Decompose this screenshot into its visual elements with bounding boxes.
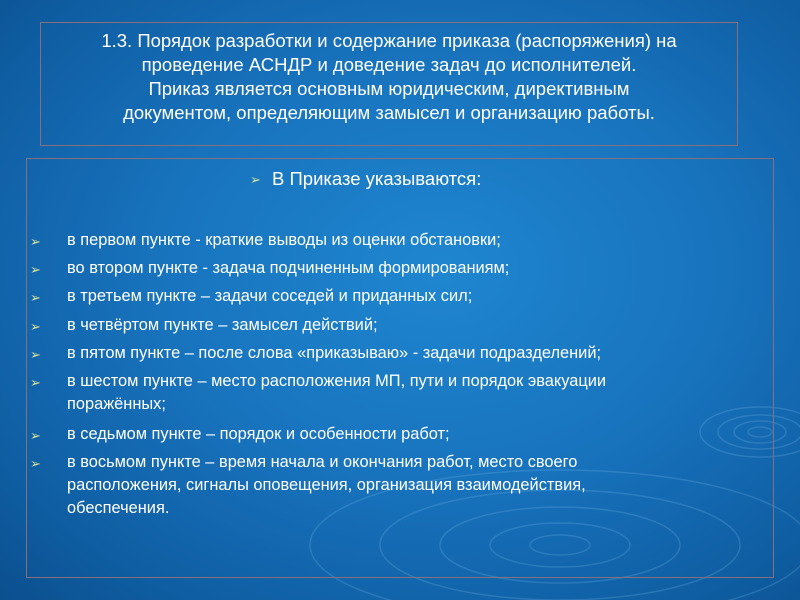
arrow-bullet-icon: ➢ (30, 347, 41, 362)
list-item: в третьем пункте – задачи соседей и приданных сил; (67, 287, 473, 305)
title-line: Приказ является основным юридическим, директивным (148, 78, 630, 99)
list-item: в седьмом пункте – порядок и особенности работ; (67, 425, 450, 443)
slide-title (40, 22, 738, 146)
title-line: проведение АСНДР и доведение задач до исполнителей. (141, 54, 637, 75)
arrow-bullet-icon: ➢ (30, 290, 41, 305)
arrow-bullet-icon: ➢ (30, 375, 41, 390)
title-line: 1.3. Порядок разработки и содержание приказа (распоряжения) на (101, 30, 677, 51)
arrow-bullet-icon: ➢ (30, 319, 41, 334)
list-item: в четвёртом пункте – замысел действий; (67, 316, 378, 334)
list-item: расположения, сигналы оповещения, организация взаимодействия, (67, 476, 586, 494)
list-item: поражённых; (67, 395, 166, 413)
list-item: в восьмом пункте – время начала и окончания работ, место своего (67, 453, 578, 471)
list-item: обеспечения. (67, 499, 170, 517)
list-item: в шестом пункте – место расположения МП, пути и порядок эвакуации (67, 372, 607, 390)
arrow-bullet-icon: ➢ (30, 234, 41, 249)
arrow-bullet-icon: ➢ (30, 428, 41, 443)
arrow-bullet-icon: ➢ (30, 262, 41, 277)
list-item: в пятом пункте – после слова «приказываю» - задачи подразделений; (67, 344, 602, 362)
list-heading: В Приказе указываются: (272, 168, 482, 189)
list-item: во втором пункте - задача подчиненным формированиям; (67, 259, 510, 277)
title-line: документом, определяющим замысел и организацию работы. (123, 102, 655, 123)
list-item: в первом пункте - краткие выводы из оценки обстановки; (67, 231, 501, 249)
arrow-bullet-icon: ➢ (30, 456, 41, 471)
arrow-bullet-icon: ➢ (250, 172, 261, 187)
